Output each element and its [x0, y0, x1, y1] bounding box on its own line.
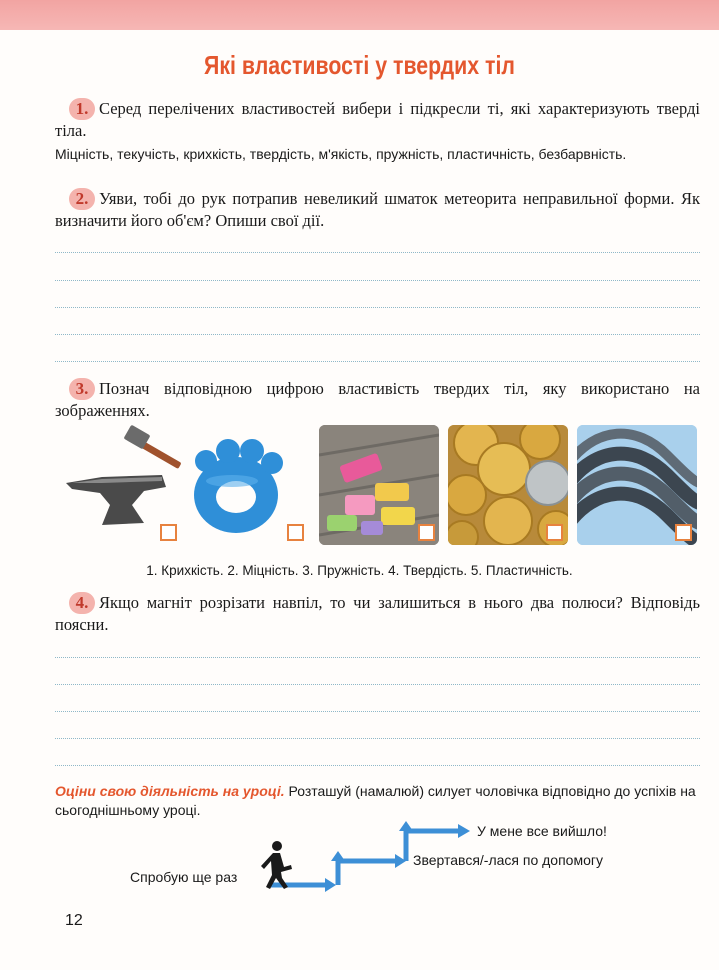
task-3: [55, 378, 700, 422]
task-number-badge: 1.: [69, 98, 95, 120]
step-mid-label: Звертався/-лася по допомогу: [413, 852, 603, 868]
task-1-property-list: Міцність, текучість, крихкість, твердість, м'якість, пружність, пластичність, безбарвність.: [55, 146, 627, 162]
answer-line[interactable]: [55, 361, 700, 362]
answer-line[interactable]: [55, 765, 700, 766]
person-silhouette-icon: [261, 841, 292, 889]
task-4-text: Якщо магніт розрізати навпіл, то чи залишиться в нього два полюси? Відповідь поясни.: [55, 593, 700, 634]
task-2-text: Уяви, тобі до рук потрапив невеликий шматок метеорита неправильної форми. Як визначити його об'єм? Опиши свої дії.: [55, 189, 700, 230]
step-high-label: У мене все вийшло!: [477, 823, 607, 839]
answer-checkbox[interactable]: [160, 524, 177, 541]
answer-line[interactable]: [55, 307, 700, 308]
answer-line[interactable]: [55, 684, 700, 685]
answer-checkbox[interactable]: [418, 524, 435, 541]
step-low-label: Спробую ще раз: [130, 869, 238, 885]
success-steps-diagram: [0, 815, 719, 895]
property-legend: 1. Крихкість. 2. Міцність. 3. Пружність. 4. Твердість. 5. Пластичність.: [146, 563, 573, 578]
self-evaluation-instruction: Розташуй (намалюй) силует чоловічка відповідно до успіхів на сьогоднішньому уроці.: [55, 783, 696, 818]
task-1: [55, 98, 700, 142]
page-title: Які властивості у твердих тіл: [204, 50, 515, 80]
answer-line[interactable]: [55, 252, 700, 253]
answer-line[interactable]: [55, 280, 700, 281]
answer-checkbox[interactable]: [546, 524, 563, 541]
task-4: [55, 592, 700, 636]
answer-line[interactable]: [55, 738, 700, 739]
task-number-badge: 4.: [69, 592, 95, 614]
answer-line[interactable]: [55, 711, 700, 712]
answer-checkbox[interactable]: [675, 524, 692, 541]
task-number-badge: 2.: [69, 188, 95, 210]
task-number-badge: 3.: [69, 378, 95, 400]
page-number: 12: [65, 912, 83, 929]
answer-checkbox[interactable]: [287, 524, 304, 541]
task-1-text: Серед перелічених властивостей вибери і підкресли ті, які характеризують тверді тіла.: [55, 99, 700, 140]
answer-line[interactable]: [55, 334, 700, 335]
self-evaluation-lead: Оціни свою діяльність на уроці.: [55, 783, 285, 799]
task-2: [55, 188, 700, 232]
task-3-text: Познач відповідною цифрою властивість твердих тіл, яку використано на зображеннях.: [55, 379, 700, 420]
top-color-band: [0, 0, 719, 30]
answer-line[interactable]: [55, 657, 700, 658]
